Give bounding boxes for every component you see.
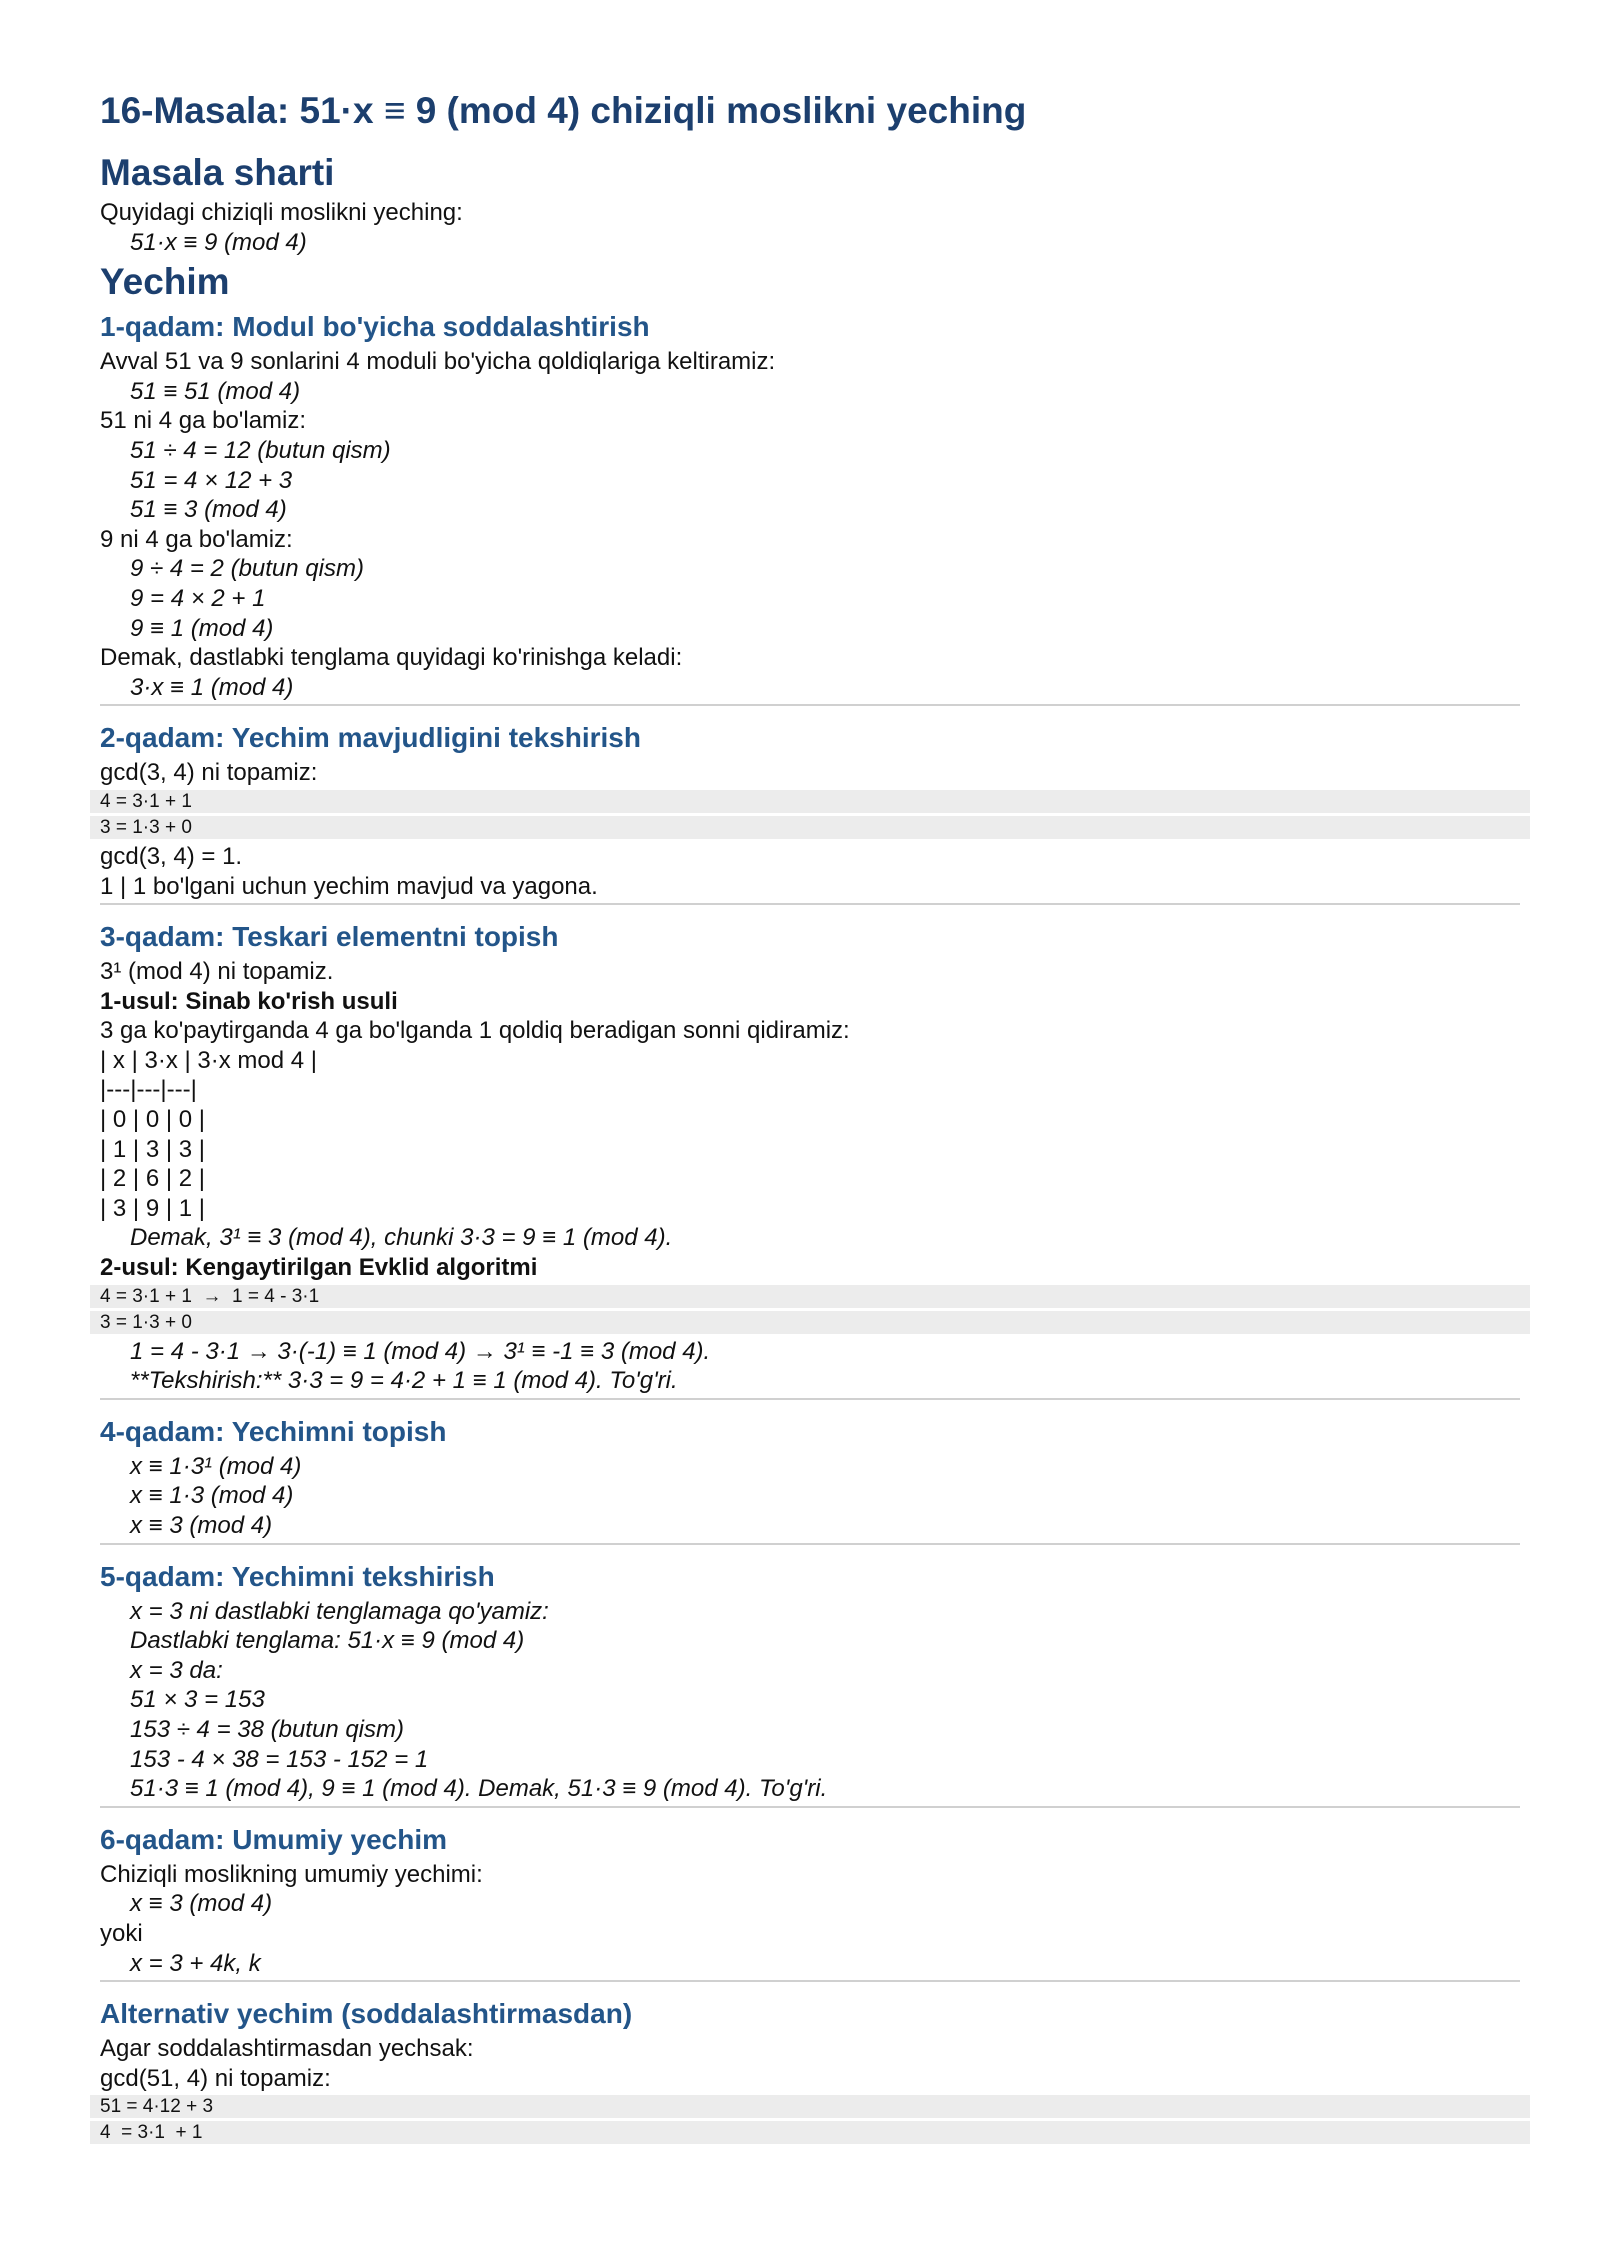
step5-lines: [100, 1597, 1520, 1804]
math-line: x ≡ 1·3¹ (mod 4): [130, 1452, 302, 1480]
math-line: 153 - 4 × 38 = 153 - 152 = 1: [130, 1745, 429, 1773]
text-line: | 1 | 3 | 3 |: [100, 1135, 205, 1163]
step-1-section: [100, 307, 1520, 706]
step-6-heading: 6-qadam: Umumiy yechim: [100, 1823, 447, 1855]
code-line: 3 = 1·3 + 0: [90, 816, 1530, 839]
alt-lines: [100, 2034, 1520, 2144]
text-line: gcd(3, 4) = 1.: [100, 842, 243, 870]
math-line: 9 = 4 × 2 + 1: [130, 584, 266, 612]
text-line: Avval 51 va 9 sonlarini 4 moduli bo'yicha qoldiqlariga keltiramiz:: [100, 348, 776, 376]
text-line: gcd(3, 4) ni topamiz:: [100, 759, 318, 787]
math-line: x ≡ 1·3 (mod 4): [130, 1482, 294, 1510]
condition-equation: 51·x ≡ 9 (mod 4): [130, 228, 307, 256]
code-line: 51 = 4·12 + 3: [90, 2095, 1530, 2118]
math-line: x = 3 ni dastlabki tenglamaga qo'yamiz:: [130, 1597, 549, 1625]
step-2-heading: 2-qadam: Yechim mavjudligini tekshirish: [100, 722, 641, 754]
text-line: | 0 | 0 | 0 |: [100, 1106, 205, 1134]
code-line: 4 = 3·1 + 1: [90, 2121, 1530, 2144]
step-2-section: [100, 718, 1520, 905]
step-6-section: [100, 1820, 1520, 1982]
text-line: yoki: [100, 1919, 143, 1947]
text-line: Demak, dastlabki tenglama quyidagi ko'rinishga keladi:: [100, 644, 683, 672]
math-line: x ≡ 3 (mod 4): [130, 1890, 273, 1918]
math-line: 51 ≡ 51 (mod 4): [130, 377, 301, 405]
step4-lines: [100, 1452, 1520, 1541]
math-line: 51 × 3 = 153: [130, 1686, 265, 1714]
math-line: 1 = 4 - 3·1 → 3·(-1) ≡ 1 (mod 4) → 3¹ ≡ -1 ≡ 3 (mod 4).: [130, 1337, 711, 1365]
step-5-heading: 5-qadam: Yechimni tekshirish: [100, 1560, 495, 1592]
solution-heading: Yechim: [100, 261, 230, 303]
step6-lines: [100, 1860, 1520, 1978]
step-3-section: [100, 917, 1520, 1400]
text-line: | 3 | 9 | 1 |: [100, 1194, 205, 1222]
document-content: [100, 84, 1520, 2147]
text-line: | 2 | 6 | 2 |: [100, 1165, 205, 1193]
alternative-heading: Alternativ yechim (soddalashtirmasdan): [100, 1998, 633, 2030]
text-line: 3 ga ko'paytirganda 4 ga bo'lganda 1 qoldiq beradigan sonni qidiramiz:: [100, 1017, 850, 1045]
step1-lines: [100, 347, 1520, 702]
text-line: Chiziqli moslikning umumiy yechimi:: [100, 1860, 483, 1888]
text-line: 1 | 1 bo'lgani uchun yechim mavjud va yagona.: [100, 872, 598, 900]
text-line: Agar soddalashtirmasdan yechsak:: [100, 2035, 474, 2063]
text-line: gcd(51, 4) ni topamiz:: [100, 2064, 331, 2092]
step-4-section: [100, 1412, 1520, 1545]
step-3-heading: 3-qadam: Teskari elementni topish: [100, 921, 559, 953]
step-1-heading: 1-qadam: Modul bo'yicha soddalashtirish: [100, 311, 650, 343]
math-line: x = 3 + 4k, k: [130, 1949, 261, 1977]
condition-heading: Masala sharti: [100, 152, 335, 193]
math-line: 51 = 4 × 12 + 3: [130, 466, 293, 494]
math-line: 3·x ≡ 1 (mod 4): [130, 673, 294, 701]
condition-intro: Quyidagi chiziqli moslikni yeching:: [100, 199, 463, 226]
math-line: 153 ÷ 4 = 38 (butun qism): [130, 1715, 404, 1743]
math-line: 51 ÷ 4 = 12 (butun qism): [130, 436, 391, 464]
math-line: Dastlabki tenglama: 51·x ≡ 9 (mod 4): [130, 1627, 525, 1655]
code-line: 4 = 3·1 + 1 → 1 = 4 - 3·1: [90, 1285, 1530, 1308]
text-line: 3¹ (mod 4) ni topamiz.: [100, 958, 334, 986]
math-line: 51·3 ≡ 1 (mod 4), 9 ≡ 1 (mod 4). Demak, 51·3 ≡ 9 (mod 4). To'g'ri.: [130, 1775, 828, 1803]
step2-lines: [100, 758, 1520, 901]
math-line: **Tekshirish:** 3·3 = 9 = 4·2 + 1 ≡ 1 (mod 4). To'g'ri.: [130, 1367, 678, 1395]
text-line: | x | 3·x | 3·x mod 4 |: [100, 1046, 317, 1074]
text-line: 9 ni 4 ga bo'lamiz:: [100, 525, 293, 553]
text-line: 2-usul: Kengaytirilgan Evklid algoritmi: [100, 1254, 538, 1282]
math-line: x ≡ 3 (mod 4): [130, 1512, 273, 1539]
text-line: |---|---|---|: [100, 1076, 197, 1104]
math-line: 9 ≡ 1 (mod 4): [130, 614, 274, 642]
math-line: 9 ÷ 4 = 2 (butun qism): [130, 555, 364, 583]
step-5-section: [100, 1557, 1520, 1808]
math-line: 51 ≡ 3 (mod 4): [130, 496, 287, 524]
page-title: 16-Masala: 51·x ≡ 9 (mod 4) chiziqli moslikni yeching: [100, 90, 1027, 131]
step-4-heading: 4-qadam: Yechimni topish: [100, 1415, 447, 1447]
text-line: 1-usul: Sinab ko'rish usuli: [100, 987, 398, 1015]
code-line: 4 = 3·1 + 1: [90, 790, 1530, 813]
alternative-section: [100, 1994, 1520, 2144]
math-line: Demak, 3¹ ≡ 3 (mod 4), chunki 3·3 = 9 ≡ 1 (mod 4).: [130, 1224, 673, 1252]
text-line: 51 ni 4 ga bo'lamiz:: [100, 407, 307, 435]
step3-lines: [100, 957, 1520, 1396]
code-line: 3 = 1·3 + 0: [90, 1311, 1530, 1334]
math-line: x = 3 da:: [130, 1656, 223, 1684]
